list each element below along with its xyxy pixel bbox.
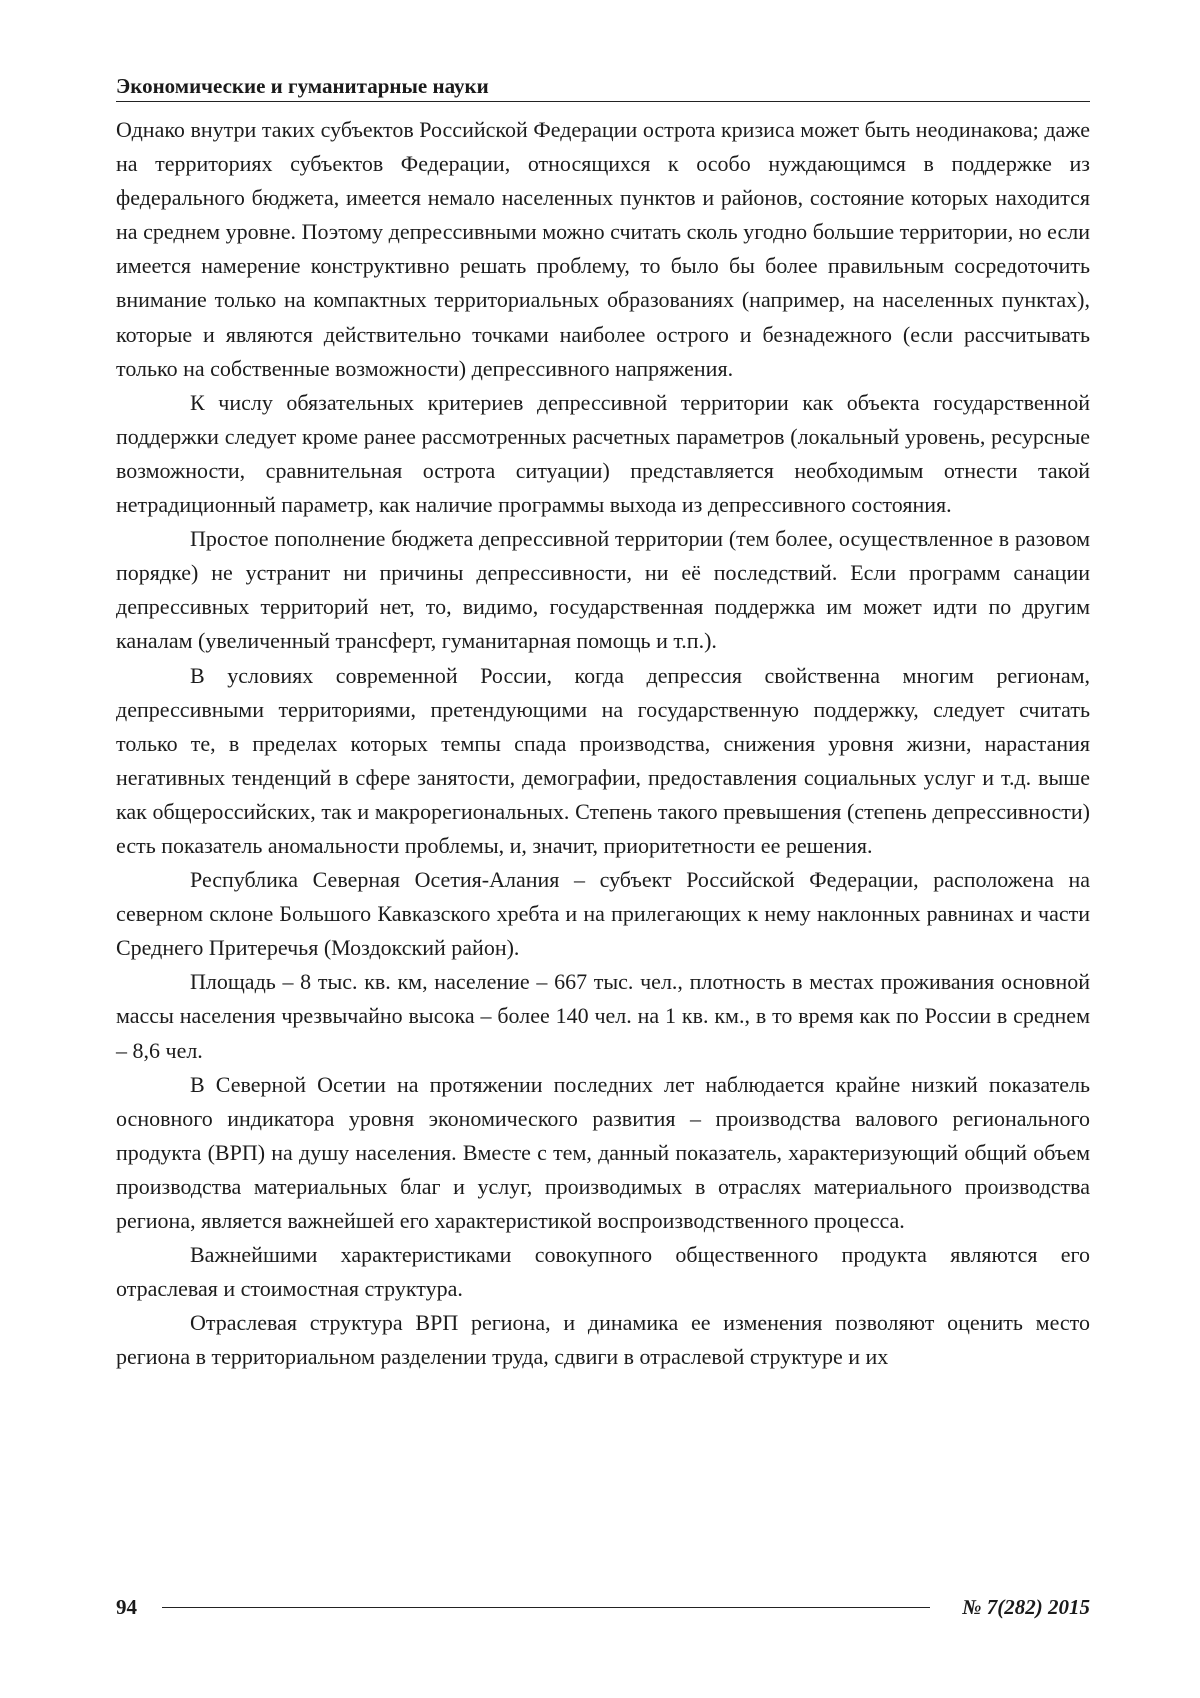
article-body <box>116 113 1090 1374</box>
paragraph: К числу обязательных критериев депрессивной территории как объекта государственной поддержки следует кроме ранее рассмотренных расчетных параметров (локальный уровень, ресурсные возможности, сравнительная острота ситуации) представляется необходимым отнести такой нетрадиционный параметр, как наличие программы выхода из депрессивного состояния. <box>116 386 1090 522</box>
footer-rule <box>162 1607 930 1608</box>
paragraph: Республика Северная Осетия-Алания – субъект Российской Федерации, расположена на северном склоне Большого Кавказского хребта и на прилегающих к нему наклонных равнинах и части Среднего Притеречья (Моздокский район). <box>116 863 1090 965</box>
paragraph: Однако внутри таких субъектов Российской Федерации острота кризиса может быть неодинакова; даже на территориях субъектов Федерации, относящихся к особо нуждающимся в поддержке из федерального бюджета, имеется немало населенных пунктов и районов, состояние которых находится на среднем уровне. Поэтому депрессивными можно считать сколь угодно большие территории, но если имеется намерение конструктивно решать проблему, то было бы более правильным сосредоточить внимание только на компактных территориальных образованиях (например, на населенных пунктах), которые и являются действительно точками наиболее острого и безнадежного (если рассчитывать только на собственные возможности) депрессивного напряжения. <box>116 113 1090 386</box>
document-page <box>0 0 1200 1698</box>
paragraph: В условиях современной России, когда депрессия свойственна многим регионам, депрессивными территориями, претендующими на государственную поддержку, следует считать только те, в пределах которых темпы спада производства, снижения уровня жизни, нарастания негативных тенденций в сфере занятости, демографии, предоставления социальных услуг и т.д. выше как общероссийских, так и макрорегиональных. Степень такого превышения (степень депрессивности) есть показатель аномальности проблемы, и, значит, приоритетности ее решения. <box>116 659 1090 864</box>
paragraph: Площадь – 8 тыс. кв. км, население – 667 тыс. чел., плотность в местах проживания основной массы населения чрезвычайно высока – более 140 чел. на 1 кв. км., в то время как по России в среднем – 8,6 чел. <box>116 965 1090 1067</box>
page-footer <box>116 1592 1090 1622</box>
page-number: 94 <box>116 1592 137 1622</box>
running-header <box>116 74 1090 102</box>
paragraph: Важнейшими характеристиками совокупного общественного продукта являются его отраслевая и стоимостная структура. <box>116 1238 1090 1306</box>
paragraph: В Северной Осетии на протяжении последних лет наблюдается крайне низкий показатель основного индикатора уровня экономического развития – производства валового регионального продукта (ВРП) на душу населения. Вместе с тем, данный показатель, характеризующий общий объем производства материальных благ и услуг, производимых в отраслях материального производства региона, является важнейшей его характеристикой воспроизводственного процесса. <box>116 1068 1090 1238</box>
paragraph: Отраслевая структура ВРП региона, и динамика ее изменения позволяют оценить место региона в территориальном разделении труда, сдвиги в отраслевой структуре и их <box>116 1306 1090 1374</box>
journal-title: Экономические и гуманитарные науки <box>116 74 489 98</box>
issue-number: № 7(282) 2015 <box>962 1592 1090 1622</box>
paragraph: Простое пополнение бюджета депрессивной территории (тем более, осуществленное в разовом порядке) не устранит ни причины депрессивности, ни её последствий. Если программ санации депрессивных территорий нет, то, видимо, государственная поддержка им может идти по другим каналам (увеличенный трансферт, гуманитарная помощь и т.п.). <box>116 522 1090 658</box>
